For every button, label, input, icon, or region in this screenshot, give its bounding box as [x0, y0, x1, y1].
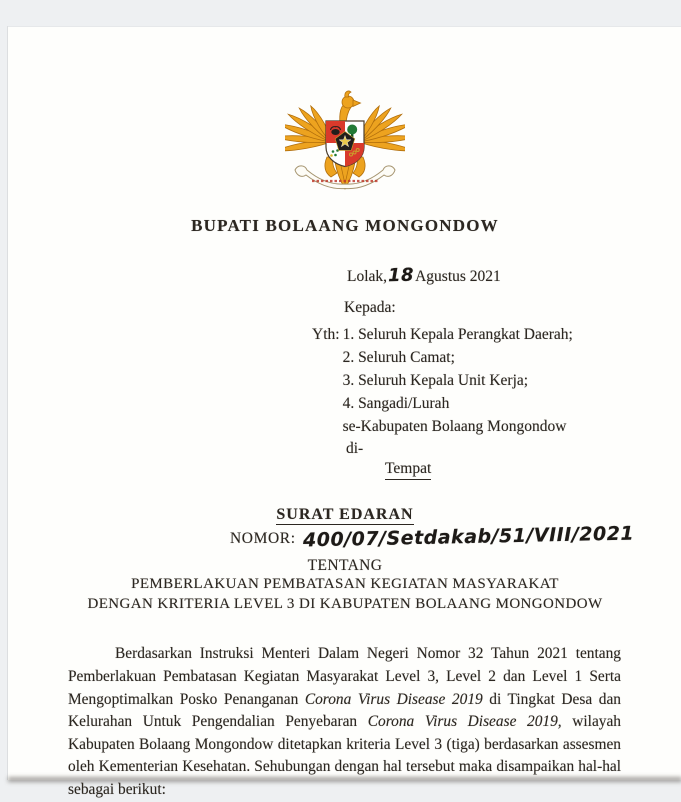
recipient-list	[343, 323, 573, 438]
doc-type-heading: SURAT EDARAN	[276, 506, 414, 523]
kepada-label: Kepada:	[344, 299, 396, 316]
tempat-label: Tempat	[385, 460, 431, 480]
body-seg: wilayah Kabupaten Bolaang Mongondow ditetapkan kriteria Level 3 (tiga) berdasarkan assesmen oleh Kementerian Kesehatan. Sehubungan dengan hal tersebut maka disampaikan hal-hal sebagai berikut:	[68, 713, 621, 798]
yth-label: Yth:	[312, 326, 340, 343]
body-seg: Berdasarkan Instruksi Menteri Dalam Negeri Nomor 32 Tahun 2021 tentang Pemberlakuan Pembatasan Kegiatan Masyarakat Level 3, Level 2 dan Level 1 Serta Mengoptimalkan Posko Penanganan	[68, 645, 621, 708]
subject-title-line1: PEMBERLAKUAN PEMBATASAN KEGIATAN MASYARAKAT	[131, 576, 559, 592]
recipient-line: 2. Seluruh Camat;	[342, 349, 455, 366]
recipient-line: 3. Seluruh Kepala Unit Kerja;	[342, 372, 529, 389]
date-place: Lolak,	[347, 268, 388, 285]
garuda-pancasila-icon	[285, 78, 405, 195]
body-seg-italic: Corona Virus Disease 2019,	[367, 713, 562, 731]
org-title: BUPATI BOLAANG MONGONDOW	[191, 216, 499, 235]
recipient-line: 1. Seluruh Kepala Perangkat Daerah;	[342, 326, 573, 343]
letter-page	[7, 26, 681, 798]
recipient-line: se-Kabupaten Bolaang Mongondow	[342, 418, 567, 435]
body-seg-italic: Corona Virus Disease 2019	[304, 690, 483, 708]
tentang-label: TENTANG	[307, 557, 383, 574]
nomor-line	[230, 522, 634, 552]
di-label: di-	[346, 440, 364, 457]
nomor-label: NOMOR:	[230, 530, 296, 547]
date-day-handwritten: 18	[387, 264, 415, 287]
nomor-handwritten: 400/07/Setdakab/51/VIII/2021	[302, 522, 634, 552]
garuda-pancasila-svg	[285, 78, 405, 195]
subject-title-line2: DENGAN KRITERIA LEVEL 3 DI KABUPATEN BOLAANG MONGONDOW	[87, 596, 603, 612]
body-seg: di Tingkat Desa dan Kelurahan Untuk Pengendalian Penyebaran	[68, 690, 621, 731]
date-rest: Agustus 2021	[415, 268, 501, 285]
date-line	[347, 265, 501, 286]
recipient-line: 4. Sangadi/Lurah	[342, 395, 450, 412]
recipient-block	[312, 323, 573, 438]
